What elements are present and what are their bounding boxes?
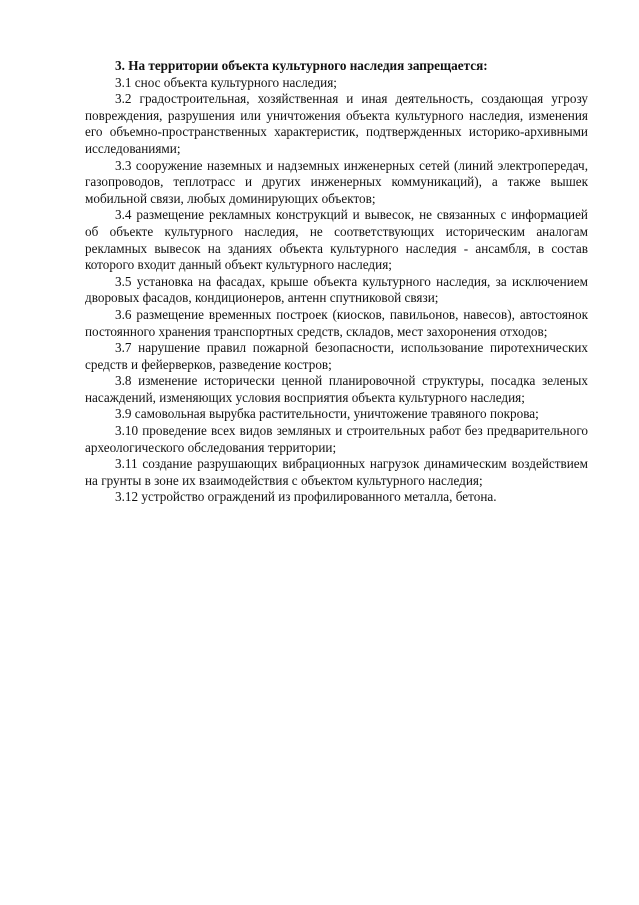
list-item-3-12: 3.12 устройство ограждений из профилированного металла, бетона. <box>115 489 497 505</box>
section-heading: 3. На территории объекта культурного наследия запрещается: <box>115 58 488 73</box>
list-item-3-6: 3.6 размещение временных построек (киосков, павильонов, навесов), автостоянок постоянного хранения транспортных средств, складов, мест захоронения отходов; <box>85 306 588 339</box>
list-item-3-5: 3.5 установка на фасадах, крыше объекта культурного наследия, за исключением дворовых фасадов, кондиционеров, антенн спутниковой связи; <box>85 273 588 306</box>
list-item-3-10: 3.10 проведение всех видов земляных и строительных работ без предварительного археологического обследования территории; <box>85 423 588 455</box>
list-item-3-4: 3.4 размещение рекламных конструкций и вывесок, не связанных с информацией об объекте культурного наследия, не соответствующих историческим аналогам рекламных вывесок на зданиях объекта культурного наследия - ансамбля, в состав которого входит данный объект культурного наследия; <box>85 207 588 273</box>
list-item-3-8: 3.8 изменение исторически ценной планировочной структуры, посадка зеленых насаждений, изменяющих условия восприятия объекта культурного наследия; <box>85 373 588 405</box>
list-item-3-3: 3.3 сооружение наземных и надземных инженерных сетей (линий электропередач, газопроводов, теплотрасс и других инженерных коммуникаций), а также вышек мобильной связи, любых доминирующих объектов; <box>85 157 588 206</box>
list-item-3-7: 3.7 нарушение правил пожарной безопасности, использование пиротехнических средств и фейерверков, разведение костров; <box>85 340 588 372</box>
list-item-3-11: 3.11 создание разрушающих вибрационных нагрузок динамическим воздействием на грунты в зоне их взаимодействия с объектом культурного наследия; <box>85 456 588 488</box>
document-body <box>85 58 588 506</box>
list-item-3-9: 3.9 самовольная вырубка растительности, уничтожение травяного покрова; <box>115 406 539 422</box>
list-item-3-1: 3.1 снос объекта культурного наследия; <box>115 74 337 90</box>
list-item-3-2: 3.2 градостроительная, хозяйственная и иная деятельность, создающая угрозу повреждения, разрушения или уничтожения объекта культурного наследия, изменения его объемно-пространственных характеристик, подтвержденных историко-архивными исследованиями; <box>85 91 588 156</box>
